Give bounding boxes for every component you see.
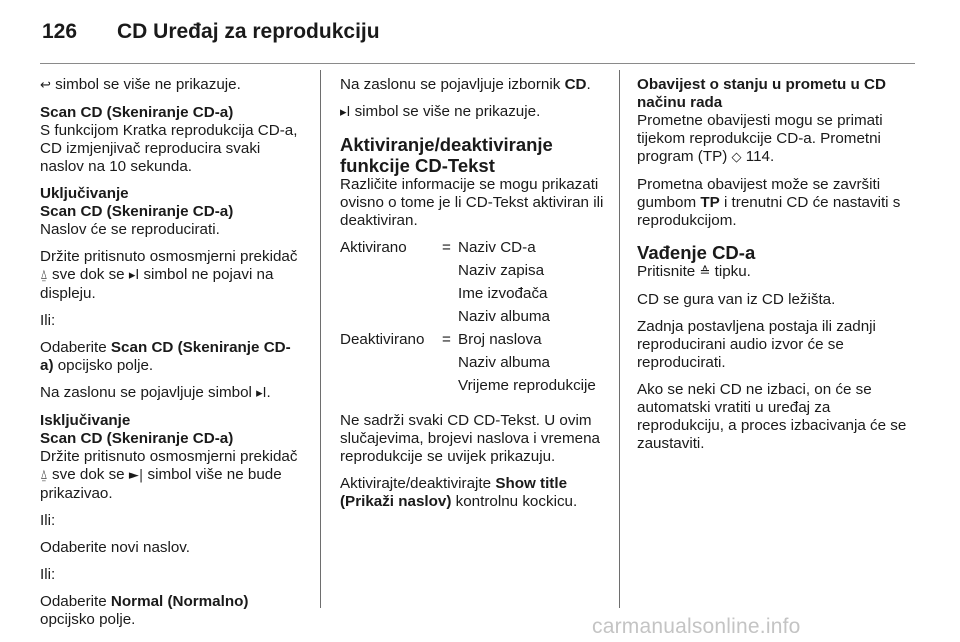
cd-text-cell-eq xyxy=(442,308,458,331)
or-label: Ili: xyxy=(40,566,56,583)
not-ejected-note: Ako se neki CD ne izbaci, on će se automatski vratiti u uređaj za reprodukciju, a proces izbacivanja će se zaustaviti. xyxy=(637,381,907,452)
cd-text-cell-eq xyxy=(442,377,458,400)
or-label: Ili: xyxy=(40,512,56,529)
cd-text-cell-eq: = xyxy=(442,239,451,256)
scan-cd-description: S funkcijom Kratka reprodukcija CD-a, CD izmjenjivač reproducira svaki naslov na 10 sekunda. xyxy=(40,122,298,175)
cd-text-cell-val: Naziv albuma xyxy=(458,308,551,325)
eject-pushed-note: CD se gura van iz CD ležišta. xyxy=(637,291,836,308)
show-title-checkbox-label: Show title (Prikaži naslov) xyxy=(340,475,568,510)
cd-text-cell-val: Vrijeme reprodukcije xyxy=(458,377,596,394)
last-source-note: Zadnja postavljena postaja ili zadnji reproducirani audio izvor će se reproducirati. xyxy=(637,318,876,371)
cd-menu-label: CD xyxy=(564,76,587,93)
traffic-heading: Obavijest o stanju u prometu u CD načinu rada xyxy=(637,76,886,111)
screen-symbol-note: Na zaslonu se pojavljuje simbol ▸I. xyxy=(40,384,271,401)
cd-text-cell-val: Naziv zapisa xyxy=(458,262,545,279)
page-reference: 114 xyxy=(745,148,770,165)
cd-text-cell-eq xyxy=(442,285,458,308)
next-track-icon: ▸I xyxy=(256,386,267,401)
hold-rocker-off-instruction: Držite pritisnuto osmosmjerni prekidač ⍙ sve dok se ►| simbol više ne bude prikazivao. xyxy=(40,448,298,502)
repeat-icon: ↩ xyxy=(40,78,51,93)
cd-text-description: Različite informacije se mogu prikazati ovisno o tome je li CD-Tekst aktiviran ili deaktiviran. xyxy=(340,176,604,229)
cd-text-cell-key: Aktivirano xyxy=(340,239,407,256)
column-middle xyxy=(340,76,604,520)
switch-on-subheading: Scan CD (Skeniranje CD-a) xyxy=(40,203,234,220)
rocker-switch-icon: ⍙ xyxy=(40,468,48,483)
switch-on-description: Naslov će se reproducirati. xyxy=(40,221,220,238)
cd-text-row xyxy=(340,354,596,377)
eject-instruction: Pritisnite ≙ tipku. xyxy=(637,263,751,280)
cd-text-cell-val: Naziv CD-a xyxy=(458,239,536,256)
normal-option-label: Normal (Normalno) xyxy=(110,593,249,610)
column-divider-left xyxy=(320,70,321,608)
cd-text-heading: Aktiviranje/deaktiviranje funkcije CD-Tekst xyxy=(340,134,553,176)
traffic-end-note: Prometna obavijest može se završiti gumbom TP i trenutni CD će nastaviti s reprodukcijom. xyxy=(637,176,901,229)
cd-text-cell-key xyxy=(340,308,442,331)
cd-text-cell-key xyxy=(340,262,442,285)
cd-text-cell-key xyxy=(340,285,442,308)
select-new-title: Odaberite novi naslov. xyxy=(40,539,190,556)
rocker-switch-icon: ⍙ xyxy=(40,268,48,283)
cd-text-cell-eq: = xyxy=(442,331,451,348)
switch-on-heading: Uključivanje xyxy=(40,185,129,202)
column-right xyxy=(637,76,915,462)
or-label: Ili: xyxy=(40,312,56,329)
column-divider-right xyxy=(619,70,620,608)
paragraph-repeat-symbol: ↩ simbol se više ne prikazuje. xyxy=(40,76,241,93)
select-normal-option: Odaberite Normal (Normalno) opcijsko polje. xyxy=(40,593,249,628)
switch-off-subheading: Scan CD (Skeniranje CD-a) xyxy=(40,430,234,447)
scan-cd-option-label: Scan CD (Skeniranje CD-a) xyxy=(40,339,291,374)
cd-text-cell-eq xyxy=(442,354,458,377)
eject-heading: Vađenje CD-a xyxy=(637,242,756,263)
page-reference-icon: ◇ xyxy=(731,150,742,165)
hold-rocker-instruction: Držite pritisnuto osmosmjerni prekidač ⍙ sve dok se ▸I simbol ne pojavi na displeju. xyxy=(40,248,298,302)
switch-off-heading: Isključivanje xyxy=(40,412,131,429)
column-left xyxy=(40,76,302,638)
page-title: CD Uređaj za reprodukciju xyxy=(117,20,380,43)
watermark: carmanualsonline.info xyxy=(592,615,801,638)
cd-text-cell-val: Naziv albuma xyxy=(458,354,551,371)
cd-text-row xyxy=(340,285,596,308)
cd-text-row xyxy=(340,331,596,354)
cd-text-cell-val: Broj naslova xyxy=(458,331,542,348)
cd-menu-note: Na zaslonu se pojavljuje izbornik CD. xyxy=(340,76,591,93)
cd-text-table xyxy=(340,239,596,400)
cd-text-cell-key xyxy=(340,377,442,400)
next-track-icon: ▸I xyxy=(128,268,140,283)
cd-text-cell-val: Ime izvođača xyxy=(458,285,548,302)
page-header xyxy=(0,0,960,64)
cd-text-note: Ne sadrži svaki CD CD-Tekst. U ovim slučajevima, brojevi naslova i vremena reprodukcije se uvijek prikazuju. xyxy=(340,412,600,465)
page-number: 126 xyxy=(42,20,78,43)
cd-text-row xyxy=(340,262,596,285)
cd-text-cell-eq xyxy=(442,262,458,285)
cd-text-row xyxy=(340,239,596,262)
play-pipe-icon: ►| xyxy=(128,468,144,483)
show-title-instruction: Aktivirajte/deaktivirajte Show title (Prikaži naslov) kontrolnu kockicu. xyxy=(340,475,578,510)
cd-text-cell-key xyxy=(340,354,442,377)
cd-text-cell-key: Deaktivirano xyxy=(340,331,425,348)
select-scan-option: Odaberite Scan CD (Skeniranje CD-a) opcijsko polje. xyxy=(40,339,291,374)
traffic-description: Prometne obavijesti mogu se primati tijekom reprodukcije CD-a. Prometni program (TP) ◇ 114. xyxy=(637,112,883,165)
cd-text-row xyxy=(340,308,596,331)
tp-button-label: TP xyxy=(700,194,720,211)
cd-text-row xyxy=(340,377,596,400)
header-divider xyxy=(40,63,915,64)
next-symbol-note: ▸I simbol se više ne prikazuje. xyxy=(340,103,541,120)
eject-icon: ≙ xyxy=(699,265,711,280)
scan-cd-heading: Scan CD (Skeniranje CD-a) xyxy=(40,104,234,121)
next-track-icon: ▸I xyxy=(340,105,351,120)
